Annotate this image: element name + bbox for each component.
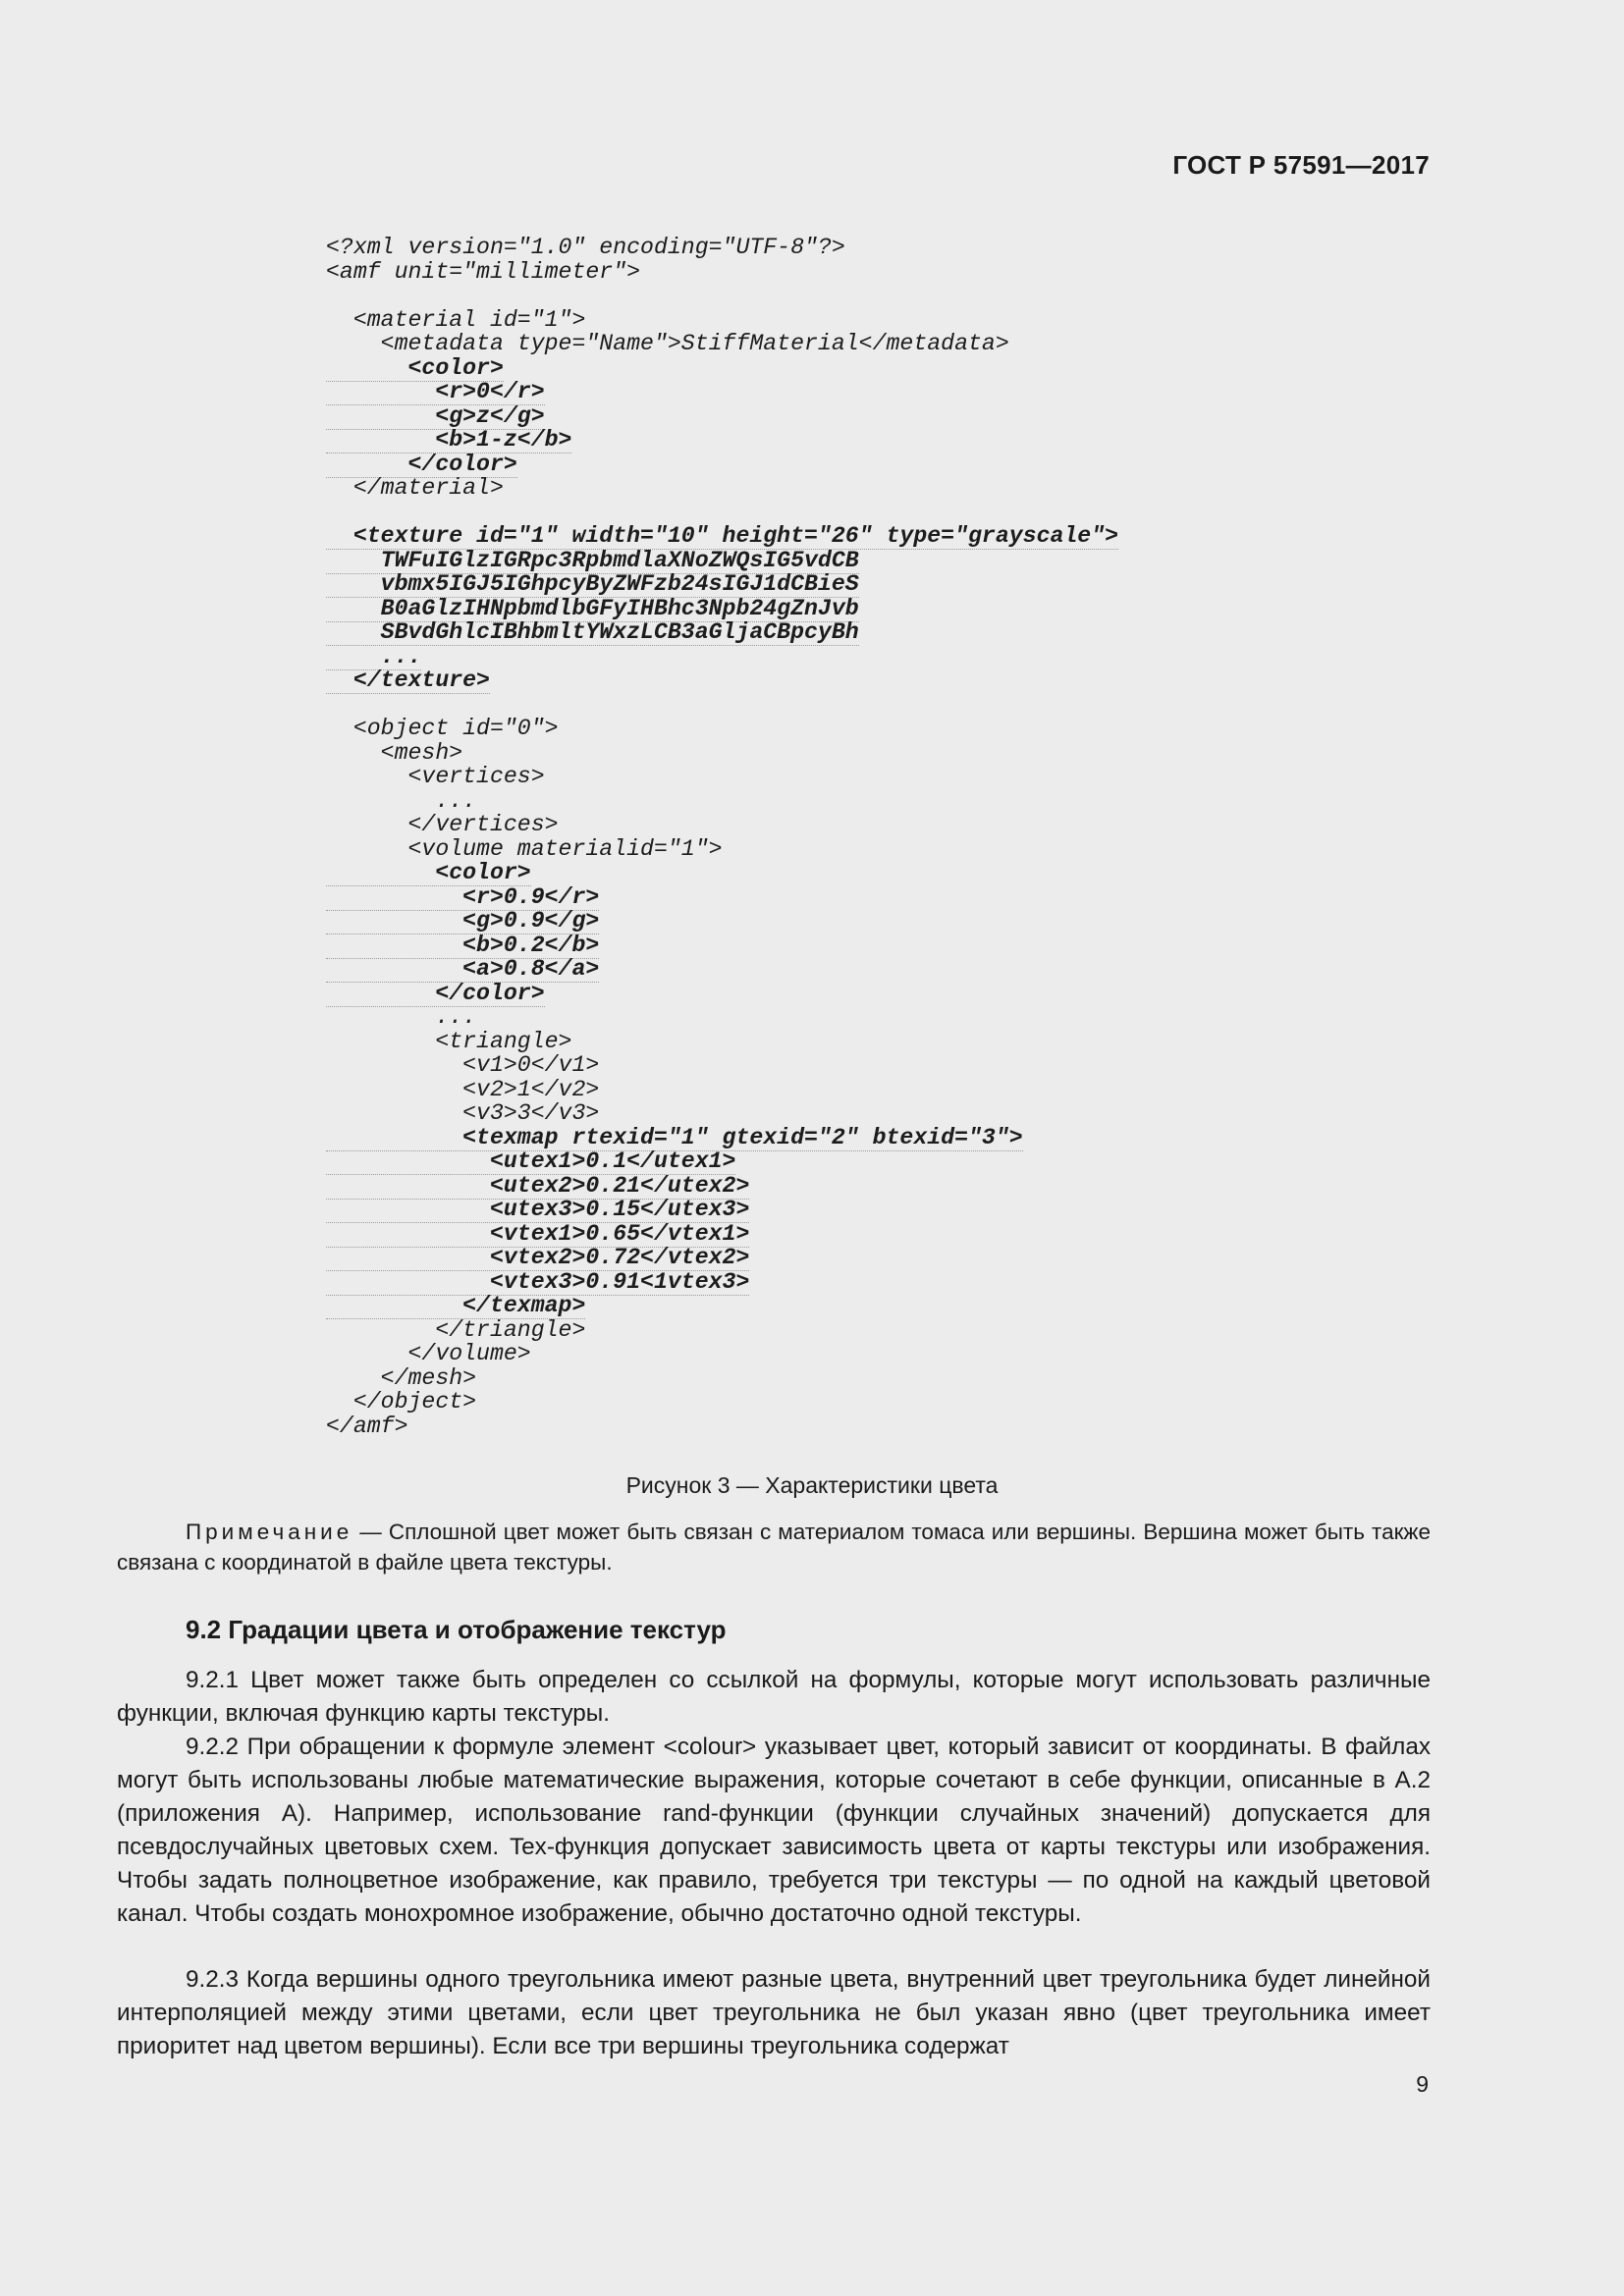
code-line: [326, 885, 1288, 910]
code-line: [326, 356, 1288, 381]
paragraph-text: 9.2.3 Когда вершины одного треугольника имеют разные цвета, внутренний цвет треугольника будет линейной интерполяцией между этими цветами, если цвет треугольника не был указан явно (цвет треугольника имеет приоритет над цветом вершины). Если все три вершины треугольника содержат: [117, 1966, 1431, 2059]
code-line: [326, 597, 1288, 621]
note-lead: Примечание: [186, 1520, 353, 1544]
code-line-text: TWFuIGlzIGRpc3RpbmdlaXNoZWQsIG5vdCB: [326, 547, 859, 573]
paragraph-9-2-3: [117, 1963, 1431, 2063]
code-line: [326, 572, 1288, 597]
code-line: [326, 428, 1288, 453]
paragraph-text: 9.2.1 Цвет может также быть определен со ссылкой на формулы, которые могут использовать различные функции, включая функцию карты текстуры.: [117, 1667, 1431, 1727]
code-line-text: <v2>1</v2>: [326, 1076, 600, 1102]
code-line-text: <g>0.9</g>: [326, 908, 600, 934]
code-line-text: </volume>: [326, 1341, 531, 1366]
paragraph-9-2-1: [117, 1664, 1431, 1731]
page-number: 9: [1416, 2071, 1429, 2097]
code-line: [326, 260, 1288, 285]
code-line: [326, 620, 1288, 645]
note-text: — Сплошной цвет может быть связан с материалом томаса или вершины. Вершина может быть также связана с координатой в файле цвета текстуры.: [117, 1520, 1431, 1575]
code-line-text: </vertices>: [326, 812, 559, 837]
code-line: [326, 404, 1288, 429]
code-line: [326, 1318, 1288, 1343]
code-line-text: SBvdGhlcIBhbmltYWxzLCB3aGljaCBpcyBh: [326, 619, 859, 645]
code-line-text: <amf unit="millimeter">: [326, 258, 641, 285]
code-line-text: </mesh>: [326, 1364, 477, 1391]
code-line-text: <texmap rtexid="1" gtexid="2" btexid="3">: [326, 1124, 1023, 1150]
code-line: [326, 236, 1288, 260]
code-line-text: <object id="0">: [326, 716, 559, 741]
code-line-text: <triangle>: [326, 1028, 572, 1054]
code-line: [326, 1198, 1288, 1222]
code-line-text: <volume materialid="1">: [326, 835, 723, 862]
code-line: [326, 524, 1288, 549]
code-line: [326, 789, 1288, 814]
code-line: [326, 380, 1288, 404]
code-line-text: <?xml version="1.0" encoding="UTF-8"?>: [326, 235, 845, 260]
code-line: [326, 1366, 1288, 1391]
code-line-text: <b>0.2</b>: [326, 932, 600, 958]
note-paragraph: [117, 1517, 1431, 1577]
code-line-text: ...: [326, 787, 477, 814]
code-line-text: <r>0.9</r>: [326, 883, 600, 910]
code-line-text: </triangle>: [326, 1316, 586, 1343]
code-line: [326, 645, 1288, 669]
code-line: [326, 308, 1288, 333]
code-line: [326, 717, 1288, 741]
code-line: [326, 934, 1288, 958]
code-line-text: </color>: [326, 980, 545, 1006]
code-line: [326, 1294, 1288, 1318]
code-line: [326, 501, 1288, 525]
code-line: [326, 1246, 1288, 1270]
code-line-text: </amf>: [326, 1413, 408, 1439]
code-line: [326, 1174, 1288, 1199]
code-line-text: <mesh>: [326, 739, 463, 766]
code-line-text: <material id="1">: [326, 306, 586, 333]
code-line-text: <r>0</r>: [326, 379, 545, 404]
section-title: 9.2 Градации цвета и отображение текстур: [186, 1615, 727, 1644]
code-line-text: B0aGlzIHNpbmdlbGFyIHBhc3Npb24gZnJvb: [326, 595, 859, 621]
code-line: [326, 1222, 1288, 1247]
code-line: [326, 453, 1288, 477]
code-line-text: vbmx5IGJ5IGhpcyByZWFzb24sIGJ1dCBieS: [326, 571, 859, 597]
code-line-text: </color>: [326, 451, 517, 477]
code-line-text: <vertices>: [326, 764, 545, 789]
code-line: [326, 693, 1288, 718]
code-line-text: <v1>0</v1>: [326, 1052, 600, 1078]
code-line-text: <v3>3</v3>: [326, 1100, 600, 1126]
code-line: [326, 1078, 1288, 1102]
code-line: [326, 861, 1288, 885]
code-line-text: <vtex3>0.91<1vtex3>: [326, 1268, 750, 1295]
code-line: [326, 1005, 1288, 1030]
code-line: [326, 1149, 1288, 1174]
code-line-text: <b>1-z</b>: [326, 427, 572, 453]
code-line-text: <utex3>0.15</utex3>: [326, 1197, 750, 1222]
paragraph-9-2-2: [117, 1731, 1431, 1931]
code-line-text: <vtex2>0.72</vtex2>: [326, 1245, 750, 1270]
code-line: [326, 765, 1288, 789]
code-line: [326, 1101, 1288, 1126]
code-line-text: <a>0.8</a>: [326, 956, 600, 982]
code-line: [326, 813, 1288, 837]
code-line: [326, 668, 1288, 693]
code-line-text: <metadata type="Name">StiffMaterial</metadata>: [326, 331, 1009, 356]
code-line: [326, 909, 1288, 934]
code-line-text: <utex1>0.1</utex1>: [326, 1148, 736, 1174]
code-line-text: <color>: [326, 354, 504, 381]
code-line-text: </texmap>: [326, 1293, 586, 1318]
code-line-text: ...: [326, 643, 422, 669]
xml-code-listing: [326, 236, 1288, 1438]
code-line: [326, 549, 1288, 573]
code-line: [326, 1390, 1288, 1415]
code-line: [326, 982, 1288, 1006]
code-line: [326, 476, 1288, 501]
code-line-text: <color>: [326, 860, 531, 885]
code-line-text: </object>: [326, 1389, 477, 1415]
code-line-text: </texture>: [326, 667, 490, 693]
code-line: [326, 284, 1288, 308]
code-line: [326, 1053, 1288, 1078]
code-line: [326, 1342, 1288, 1366]
document-id: ГОСТ Р 57591—2017: [1172, 150, 1430, 180]
code-line: [326, 957, 1288, 982]
code-line-text: <texture id="1" width="10" height="26" type="grayscale">: [326, 523, 1119, 549]
code-line: [326, 837, 1288, 862]
code-line-text: <vtex1>0.65</vtex1>: [326, 1220, 750, 1247]
code-line: [326, 332, 1288, 356]
code-line: [326, 1030, 1288, 1054]
figure-caption: Рисунок 3 — Характеристики цвета: [625, 1472, 999, 1498]
code-line: [326, 1270, 1288, 1295]
code-line: [326, 1126, 1288, 1150]
code-line: [326, 1415, 1288, 1439]
code-line-text: </material>: [326, 475, 504, 501]
code-line-text: ...: [326, 1004, 477, 1030]
paragraph-text: 9.2.2 При обращении к формуле элемент <colour> указывает цвет, который зависит от координаты. В файлах могут быть использованы любые математические выражения, которые сочетают в себе функции, описанные в А.2 (приложения А). Например, использование rand-функции (функции случайных значений) допускается для псевдослучайных цветовых схем. Tex-функция допускает зависимость цвета от карты текстуры или изображения. Чтобы задать полноцветное изображение, как правило, требуется три текстуры — по одной на каждый цветовой канал. Чтобы создать монохромное изображение, обычно достаточно одной текстуры.: [117, 1734, 1431, 1927]
code-line-text: <g>z</g>: [326, 402, 545, 429]
code-line: [326, 741, 1288, 766]
code-line-text: <utex2>0.21</utex2>: [326, 1172, 750, 1199]
